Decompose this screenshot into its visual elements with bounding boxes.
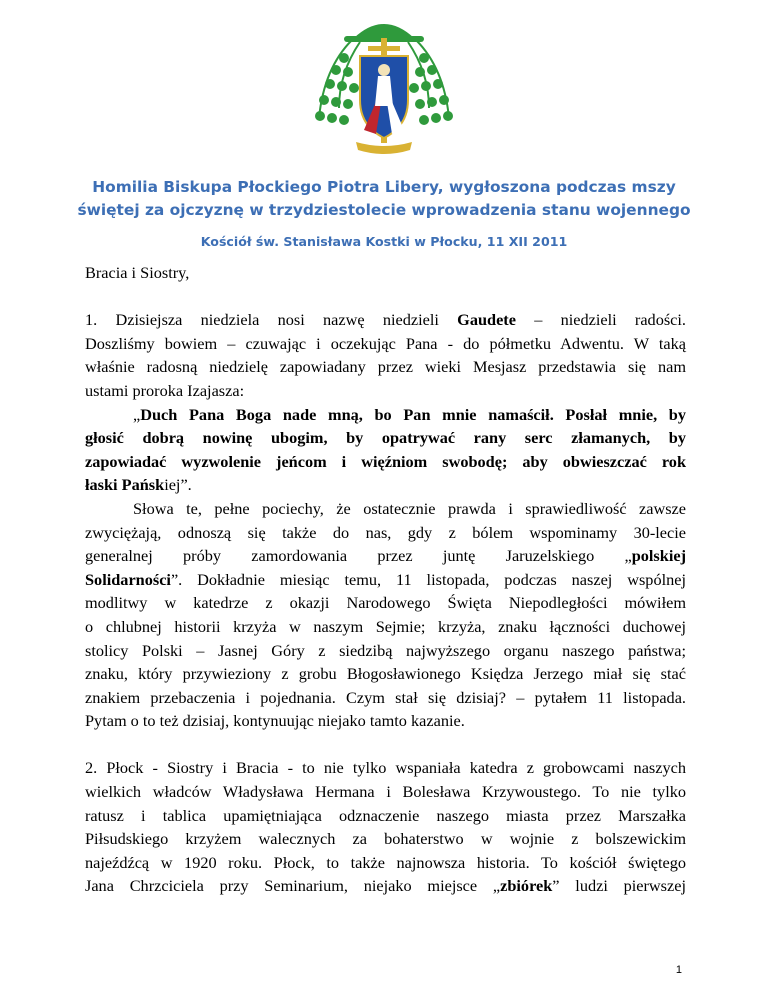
text-line: ratusz i tablica upamiętniająca odznaczenie naszego miasta przez Marszałka xyxy=(85,805,686,825)
text-line: znaku, który przywieziony z grobu Błogosławionego Księdza Jerzego miał się stać xyxy=(85,664,686,684)
text-line: Pytam o to też dzisiaj, kontynuując niejako tamto kazanie. xyxy=(85,711,465,731)
greeting: Bracia i Siostry, xyxy=(85,263,190,282)
page-number: 1 xyxy=(675,964,682,976)
paragraph-2 xyxy=(85,497,686,733)
text-line: o chlubnej historii krzyża w naszym Sejmie; krzyża, znaku łączności duchowej xyxy=(85,616,686,636)
text-line: 2. Płock - Siostry i Bracia - to nie tylko wspaniała katedra z grobowcami naszych xyxy=(85,758,686,778)
paragraph-3 xyxy=(85,756,686,898)
quote-line: zapowiadać wyzwolenie jeńcom i więźniom swobodę; aby obwieszczać rok xyxy=(85,451,686,471)
coat-of-arms-icon xyxy=(294,8,474,158)
title-line-1: Homilia Biskupa Płockiego Piotra Libery, wygłoszona podczas mszy xyxy=(92,178,676,196)
homily-subtitle: Kościół św. Stanisława Kostki w Płocku, 11 XII 2011 xyxy=(200,234,568,249)
quote-line: „Duch Pana Boga nade mną, bo Pan mnie namaścił. Posłał mnie, by xyxy=(133,404,686,424)
text-line: wielkich władców Władysława Hermana i Bolesława Krzywoustego. To nie tylko xyxy=(85,782,686,802)
text-line: właśnie radosną niedzielę zapowiadany przez wieki Mesjasz przedstawia się nam xyxy=(85,357,686,377)
text-line: generalnej próby zamordowania przez juntę Jaruzelskiego „polskiej xyxy=(85,546,686,566)
text-line: Doszliśmy bowiem – czuwając i oczekując Pana - do półmetku Adwentu. W taką xyxy=(85,333,686,353)
text-line: najeźdźcą w 1920 roku. Płock, to także najnowsza historia. To kościół świętego xyxy=(85,852,686,872)
text-line: znakiem przebaczenia i pojednania. Czym stał się dzisiaj? – pytałem 11 listopada. xyxy=(85,687,686,707)
text-line: ustami proroka Izajasza: xyxy=(85,380,245,400)
text-line: Jana Chrzciciela przy Seminarium, niejako miejsce „zbiórek” ludzi pierwszej xyxy=(85,876,686,896)
homily-title xyxy=(60,176,708,222)
title-line-2: świętej za ojczyznę w trzydziestolecie wprowadzenia stanu wojennego xyxy=(77,201,691,219)
text-line: 1. Dzisiejsza niedziela nosi nazwę niedzieli Gaudete – niedzieli radości. xyxy=(85,310,686,330)
text-line: Słowa te, pełne pociechy, że ostatecznie prawda i sprawiedliwość zawsze xyxy=(133,498,686,518)
quote-line: głosić dobrą nowinę ubogim, by opatrywać rany serc złamanych, by xyxy=(85,428,686,448)
text-line: modlitwy w katedrze z okazji Narodowego Święta Niepodległości mówiłem xyxy=(85,593,686,613)
text-line: Solidarności”. Dokładnie miesiąc temu, 11 listopada, podczas naszej wspólnej xyxy=(85,569,686,589)
isaiah-quote xyxy=(85,403,686,497)
text-line: Piłsudskiego krzyżem walecznych za bohaterstwo w wojnie z bolszewickim xyxy=(85,829,686,849)
paragraph-1 xyxy=(85,308,686,402)
homily-body xyxy=(85,261,686,898)
coat-of-arms xyxy=(294,8,474,158)
text-line: zwyciężają, odnoszą się także do nas, gdy z bólem wspominamy 30-lecie xyxy=(85,522,686,542)
text-line: stolicy Polski – Jasnej Góry z siedzibą najwyższego organu naszego państwa; xyxy=(85,640,686,660)
quote-line: łaski Pańskiej”. xyxy=(85,475,192,495)
